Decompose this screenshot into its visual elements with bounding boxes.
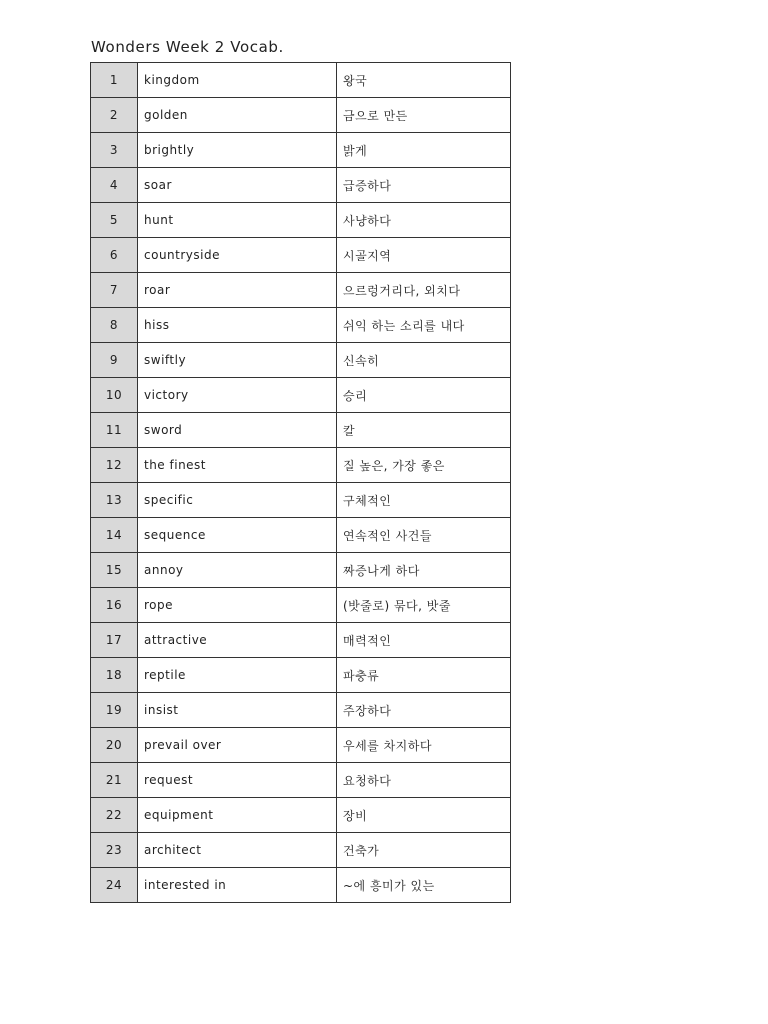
english-word: countryside <box>138 238 337 273</box>
english-word: rope <box>138 588 337 623</box>
english-word: specific <box>138 483 337 518</box>
english-word: swiftly <box>138 343 337 378</box>
row-number: 18 <box>91 658 138 693</box>
row-number: 9 <box>91 343 138 378</box>
english-word: victory <box>138 378 337 413</box>
korean-meaning: 건축가 <box>337 833 511 868</box>
korean-meaning: 매력적인 <box>337 623 511 658</box>
table-row <box>91 133 511 168</box>
row-number: 1 <box>91 63 138 98</box>
korean-meaning: 파충류 <box>337 658 511 693</box>
korean-meaning: 쉬익 하는 소리를 내다 <box>337 308 511 343</box>
table-row <box>91 448 511 483</box>
korean-meaning: 주장하다 <box>337 693 511 728</box>
row-number: 13 <box>91 483 138 518</box>
row-number: 5 <box>91 203 138 238</box>
english-word: prevail over <box>138 728 337 763</box>
table-row <box>91 623 511 658</box>
row-number: 2 <box>91 98 138 133</box>
table-row <box>91 868 511 903</box>
korean-meaning: 요청하다 <box>337 763 511 798</box>
english-word: request <box>138 763 337 798</box>
table-row <box>91 343 511 378</box>
table-row <box>91 378 511 413</box>
english-word: kingdom <box>138 63 337 98</box>
english-word: golden <box>138 98 337 133</box>
english-word: hiss <box>138 308 337 343</box>
table-row <box>91 483 511 518</box>
english-word: sword <box>138 413 337 448</box>
row-number: 12 <box>91 448 138 483</box>
korean-meaning: 승리 <box>337 378 511 413</box>
row-number: 6 <box>91 238 138 273</box>
korean-meaning: 장비 <box>337 798 511 833</box>
row-number: 4 <box>91 168 138 203</box>
english-word: soar <box>138 168 337 203</box>
korean-meaning: 질 높은, 가장 좋은 <box>337 448 511 483</box>
korean-meaning: 칼 <box>337 413 511 448</box>
korean-meaning: 신속히 <box>337 343 511 378</box>
korean-meaning: 왕국 <box>337 63 511 98</box>
table-row <box>91 63 511 98</box>
row-number: 19 <box>91 693 138 728</box>
korean-meaning: 급증하다 <box>337 168 511 203</box>
english-word: roar <box>138 273 337 308</box>
table-row <box>91 273 511 308</box>
table-row <box>91 553 511 588</box>
english-word: reptile <box>138 658 337 693</box>
row-number: 10 <box>91 378 138 413</box>
korean-meaning: 으르렁거리다, 외치다 <box>337 273 511 308</box>
vocab-table <box>90 62 511 903</box>
table-row <box>91 728 511 763</box>
row-number: 16 <box>91 588 138 623</box>
row-number: 22 <box>91 798 138 833</box>
english-word: architect <box>138 833 337 868</box>
korean-meaning: 사냥하다 <box>337 203 511 238</box>
row-number: 20 <box>91 728 138 763</box>
row-number: 17 <box>91 623 138 658</box>
row-number: 23 <box>91 833 138 868</box>
table-row <box>91 658 511 693</box>
english-word: attractive <box>138 623 337 658</box>
korean-meaning: 구체적인 <box>337 483 511 518</box>
row-number: 8 <box>91 308 138 343</box>
row-number: 11 <box>91 413 138 448</box>
english-word: equipment <box>138 798 337 833</box>
row-number: 15 <box>91 553 138 588</box>
table-row <box>91 588 511 623</box>
korean-meaning: ~에 흥미가 있는 <box>337 868 511 903</box>
korean-meaning: 짜증나게 하다 <box>337 553 511 588</box>
english-word: the finest <box>138 448 337 483</box>
korean-meaning: 우세를 차지하다 <box>337 728 511 763</box>
english-word: hunt <box>138 203 337 238</box>
table-row <box>91 98 511 133</box>
table-row <box>91 168 511 203</box>
english-word: interested in <box>138 868 337 903</box>
row-number: 24 <box>91 868 138 903</box>
table-row <box>91 763 511 798</box>
korean-meaning: 연속적인 사건들 <box>337 518 511 553</box>
table-row <box>91 413 511 448</box>
vocab-table-body <box>91 63 511 903</box>
table-row <box>91 308 511 343</box>
row-number: 21 <box>91 763 138 798</box>
table-row <box>91 238 511 273</box>
korean-meaning: 밝게 <box>337 133 511 168</box>
korean-meaning: 시골지역 <box>337 238 511 273</box>
row-number: 7 <box>91 273 138 308</box>
korean-meaning: (밧줄로) 묶다, 밧줄 <box>337 588 511 623</box>
row-number: 3 <box>91 133 138 168</box>
english-word: sequence <box>138 518 337 553</box>
english-word: annoy <box>138 553 337 588</box>
english-word: brightly <box>138 133 337 168</box>
table-row <box>91 833 511 868</box>
korean-meaning: 금으로 만든 <box>337 98 511 133</box>
table-row <box>91 203 511 238</box>
page-title: Wonders Week 2 Vocab. <box>91 38 284 56</box>
table-row <box>91 798 511 833</box>
row-number: 14 <box>91 518 138 553</box>
table-row <box>91 693 511 728</box>
table-row <box>91 518 511 553</box>
english-word: insist <box>138 693 337 728</box>
